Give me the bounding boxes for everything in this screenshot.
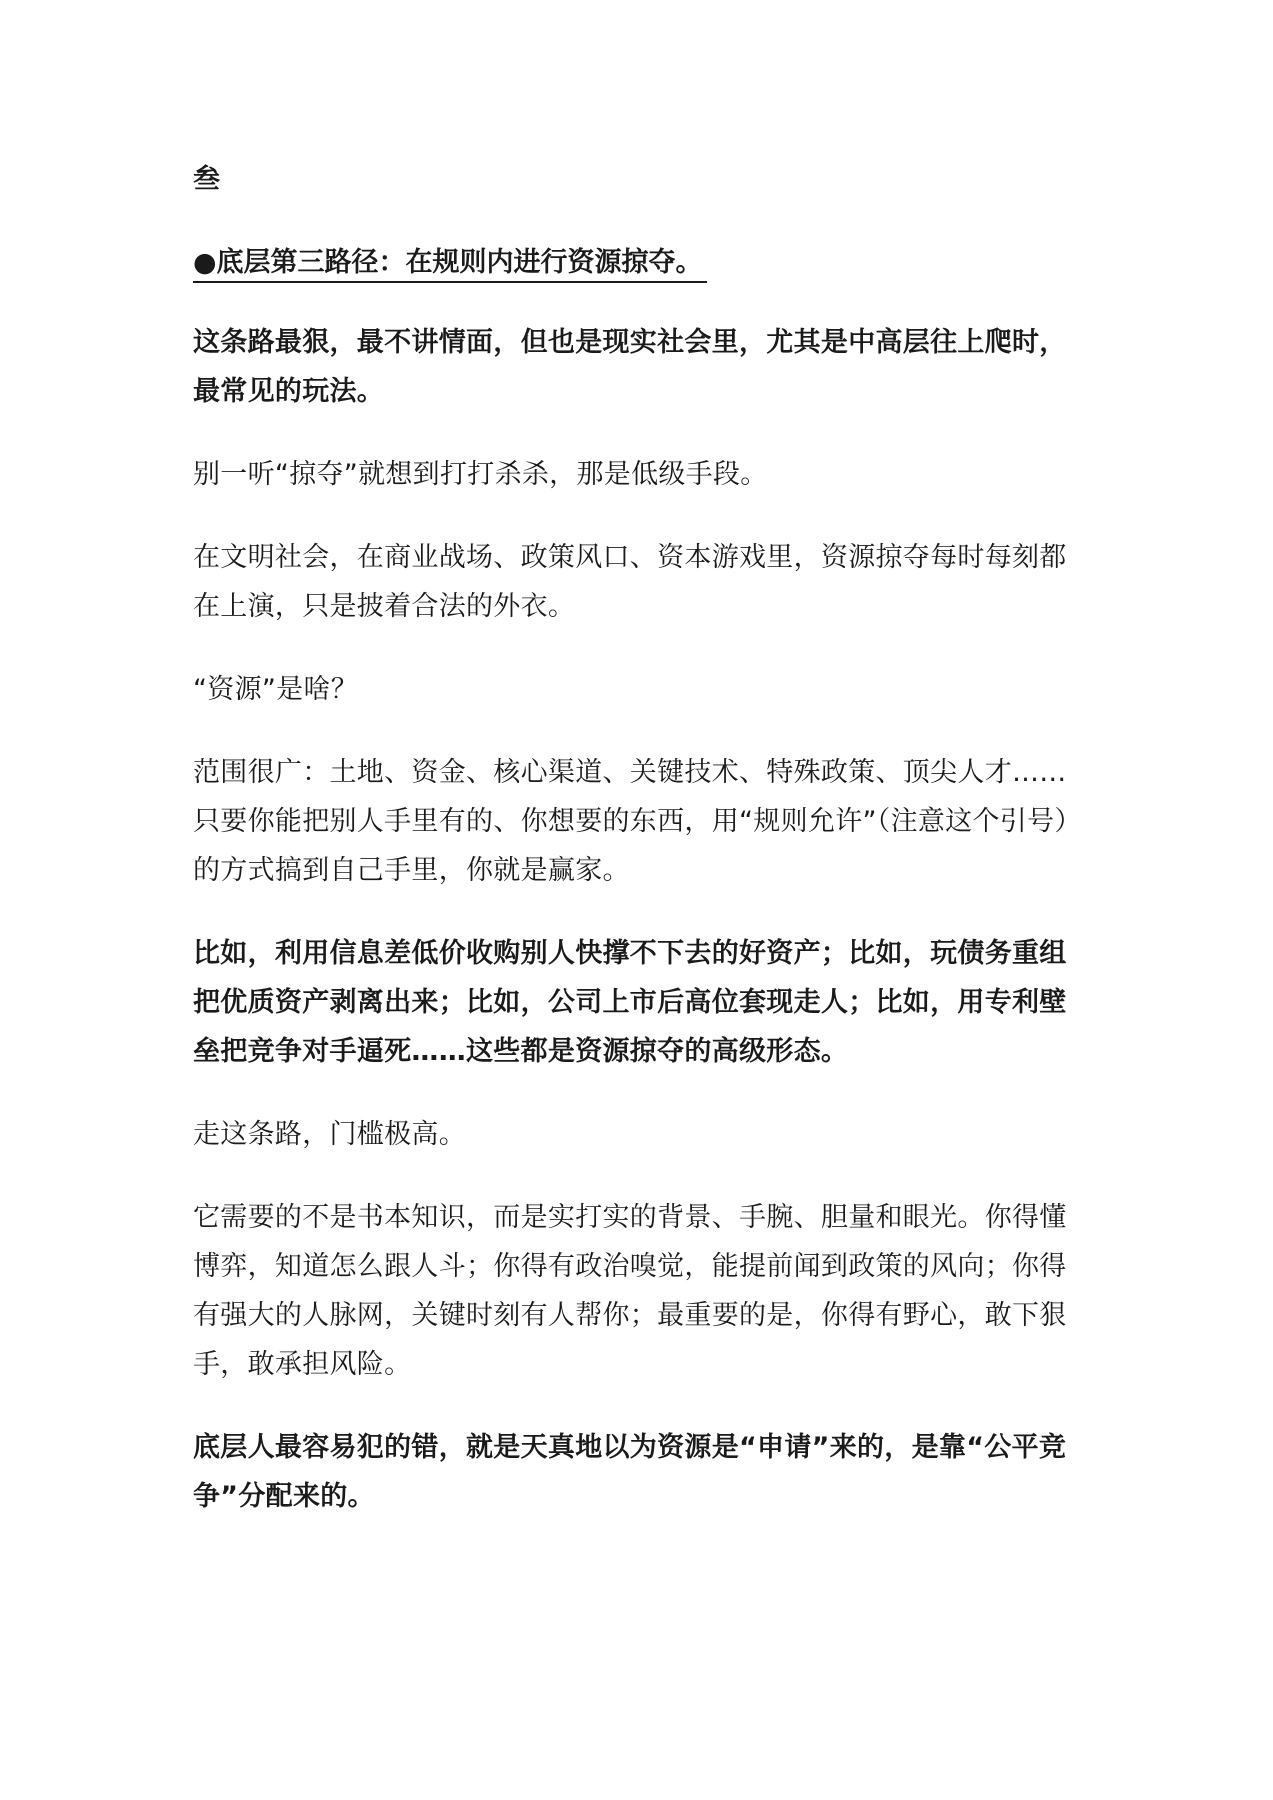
section-subheading: ●底层第三路径：在规则内进行资源掠夺。 bbox=[193, 245, 707, 283]
paragraph: “资源”是啥？ bbox=[193, 674, 359, 705]
paragraph: 这条路最狠，最不讲情面，但也是现实社会里，尤其是中高层往上爬时，最常见的玩法。 bbox=[193, 327, 1067, 407]
paragraph: 在文明社会，在商业战场、政策风口、资本游戏里，资源掠夺每时每刻都在上演，只是披着合法的外衣。 bbox=[193, 542, 1067, 622]
paragraph: 比如，利用信息差低价收购别人快撑不下去的好资产；比如，玩债务重组把优质资产剥离出来；比如，公司上市后高位套现走人；比如，用专利壁垒把竞争对手逼死……这些都是资源掠夺的高级形态。 bbox=[193, 938, 1067, 1067]
paragraph: 底层人最容易犯的错，就是天真地以为资源是“申请”来的，是靠“公平竞争”分配来的。 bbox=[193, 1432, 1067, 1512]
paragraph: 范围很广：土地、资金、核心渠道、关键技术、特殊政策、顶尖人才……只要你能把别人手里有的、你想要的东西，用“规则允许”（注意这个引号）的方式搞到自己手里，你就是赢家。 bbox=[193, 757, 1082, 886]
paragraph: 别一听“掠夺”就想到打打杀杀，那是低级手段。 bbox=[193, 459, 768, 490]
section-number: 叁 bbox=[193, 164, 220, 195]
document-page bbox=[193, 150, 1093, 1555]
paragraph: 它需要的不是书本知识，而是实打实的背景、手腕、胆量和眼光。你得懂博弈，知道怎么跟人斗；你得有政治嗅觉，能提前闻到政策的风向；你得有强大的人脉网，关键时刻有人帮你；最重要的是，你得有野心，敢下狠手，敢承担风险。 bbox=[193, 1202, 1067, 1380]
paragraph: 走这条路，门槛极高。 bbox=[193, 1119, 466, 1150]
